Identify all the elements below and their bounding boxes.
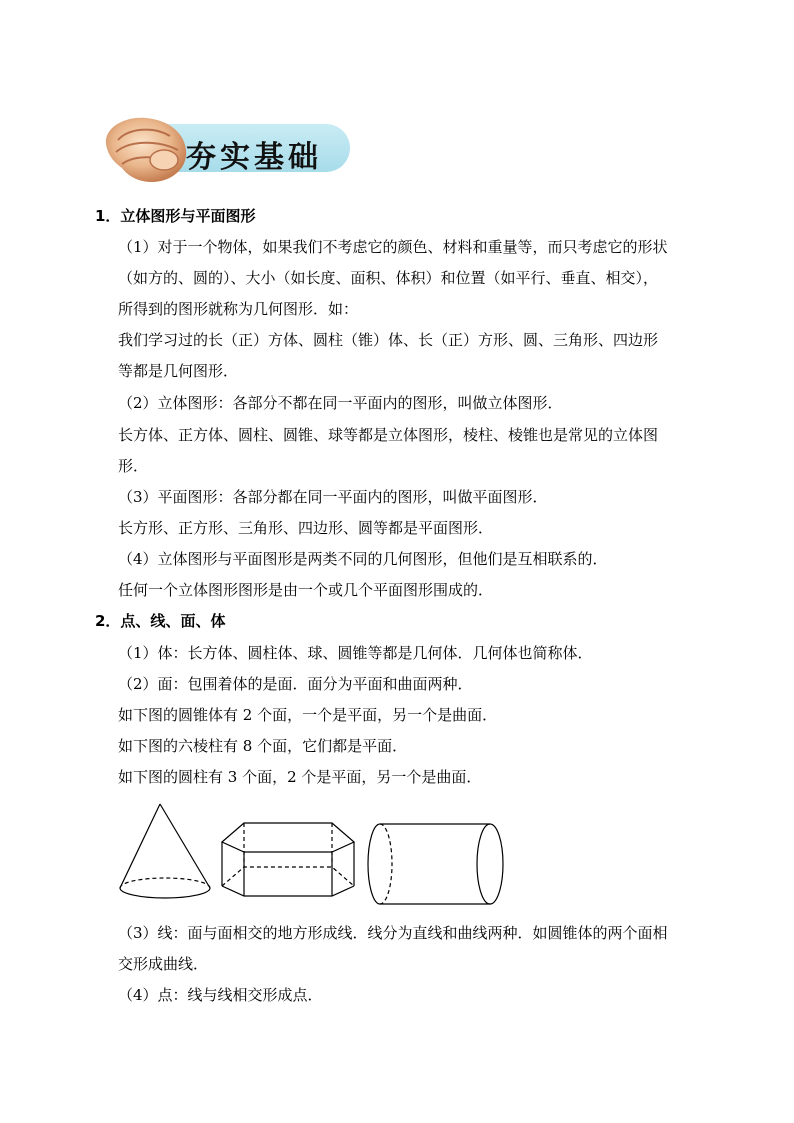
banner-title: 夯实基础: [186, 140, 322, 175]
paragraph-line: （3）平面图形：各部分都在同一平面内的图形，叫做平面图形．: [118, 488, 548, 506]
cone-figure: [120, 804, 210, 898]
hexagonal-prism-figure: [222, 823, 354, 896]
section-2-heading: 2．点、线、面、体: [95, 612, 226, 630]
paragraph-line: （2）立体图形：各部分不都在同一平面内的图形，叫做立体图形．: [118, 394, 563, 412]
paragraph-line: 长方体、正方体、圆柱、圆锥、球等都是立体图形，棱柱、棱锥也是常见的立体图: [118, 426, 659, 444]
seashell-icon: [98, 110, 198, 190]
paragraph-line: （2）面：包围着体的是面．面分为平面和曲面两种．: [118, 675, 473, 693]
paragraph-line: （4）点：线与线相交形成点．: [118, 986, 323, 1004]
section-1-heading: 1．立体图形与平面图形: [95, 207, 256, 225]
paragraph-line: 如下图的六棱柱有 8 个面，它们都是平面．: [118, 737, 408, 755]
paragraph-line: 所得到的图形就称为几何图形．如：: [118, 300, 359, 318]
paragraph-line: 如下图的圆锥体有 2 个面，一个是平面，另一个是曲面．: [118, 706, 498, 724]
cylinder-figure: [368, 824, 503, 904]
paragraph-line: （1）体：长方体、圆柱体、球、圆锥等都是几何体．几何体也简称体．: [118, 644, 593, 662]
paragraph-line: 我们学习过的长（正）方体、圆柱（锥）体、长（正）方形、圆、三角形、四边形: [118, 331, 659, 349]
solid-figures: [110, 800, 510, 910]
paragraph-line: 形．: [118, 457, 149, 475]
paragraph-line: （如方的、圆的）、大小（如长度、面积、体积）和位置（如平行、垂直、相交），: [118, 269, 659, 287]
paragraph-line: （3）线：面与面相交的地方形成线．线分为直线和曲线两种．如圆锥体的两个面相: [118, 924, 668, 942]
paragraph-line: 等都是几何图形．: [118, 362, 239, 380]
paragraph-line: 任何一个立体图形图形是由一个或几个平面图形围成的．: [118, 581, 494, 599]
paragraph-line: 交形成曲线．: [118, 955, 209, 973]
paragraph-line: 如下图的圆柱有 3 个面，2 个是平面，另一个是曲面．: [118, 768, 482, 786]
section-banner: [98, 110, 350, 188]
paragraph-line: （4）立体图形与平面图形是两类不同的几何图形，但他们是互相联系的．: [118, 550, 608, 568]
paragraph-line: （1）对于一个物体，如果我们不考虑它的颜色、材料和重量等，而只考虑它的形状: [118, 238, 668, 256]
paragraph-line: 长方形、正方形、三角形、四边形、圆等都是平面图形．: [118, 519, 494, 537]
